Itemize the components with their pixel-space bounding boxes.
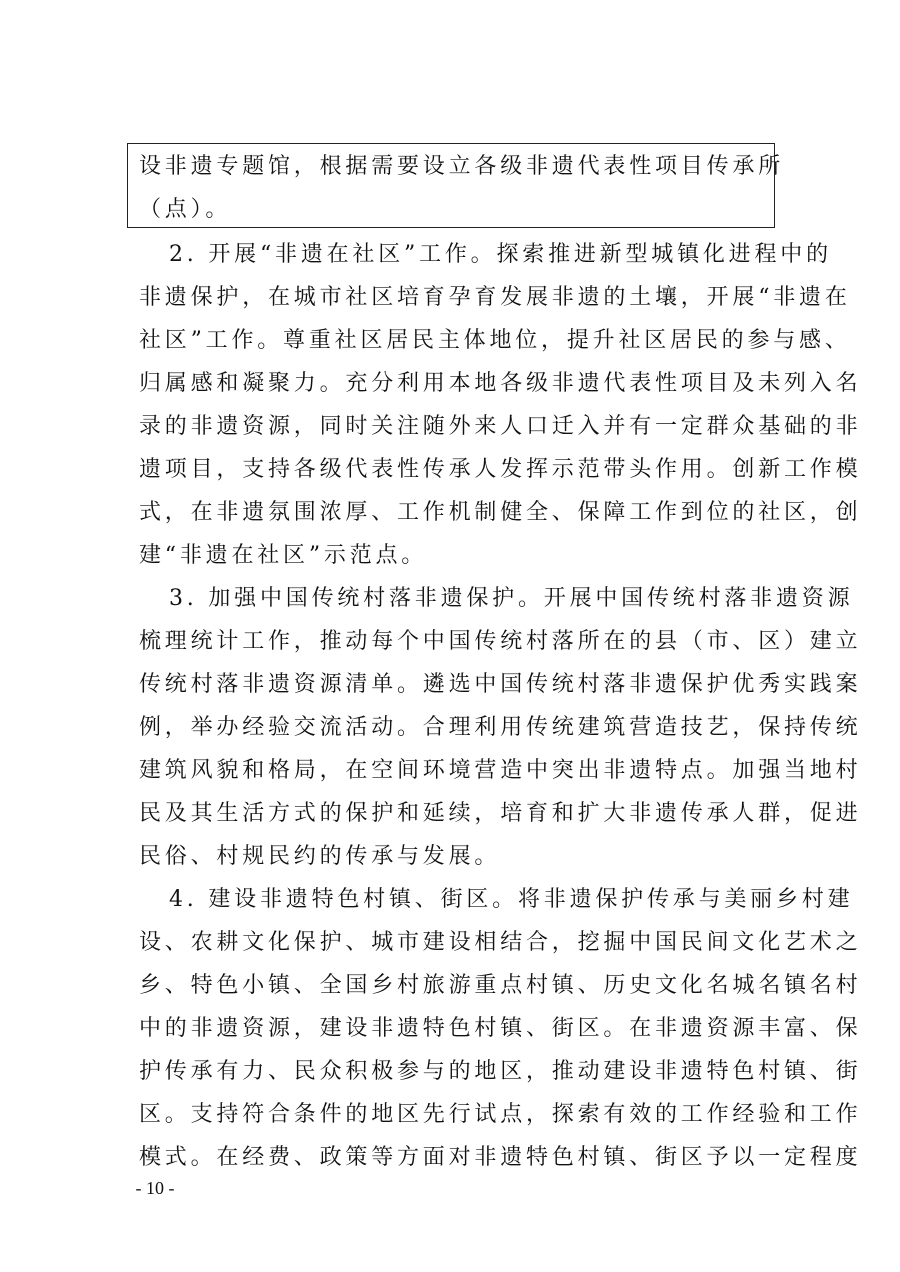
paragraph-line: 传统村落非遗资源清单。遴选中国传统村落非遗保护优秀实践案 (139, 672, 862, 697)
paragraph-line: 护传承有力、民众积极参与的地区，推动建设非遗特色村镇、街 (139, 1059, 862, 1084)
paragraph-line: 遗项目，支持各级代表性传承人发挥示范带头作用。创新工作模 (139, 457, 862, 482)
paragraph-line: 区。支持符合条件的地区先行试点，探索有效的工作经验和工作 (139, 1102, 862, 1127)
paragraph-line: 2. 开展“非遗在社区”工作。探索推进新型城镇化进程中的 (169, 242, 832, 267)
paragraph-line: 梳理统计工作，推动每个中国传统村落所在的县（市、区）建立 (139, 629, 862, 654)
paragraph-line: 建“非遗在社区”示范点。 (139, 543, 428, 568)
paragraph-line: 乡、特色小镇、全国乡村旅游重点村镇、历史文化名城名镇名村 (139, 973, 862, 998)
paragraph-line: 设、农耕文化保护、城市建设相结合，挖掘中国民间文化艺术之 (139, 930, 862, 955)
page-number: - 10 - (135, 1178, 175, 1198)
paragraph-line: 4. 建设非遗特色村镇、街区。将非遗保护传承与美丽乡村建 (169, 887, 854, 912)
paragraph-line: 录的非遗资源，同时关注随外来人口迁入并有一定群众基础的非 (139, 414, 862, 439)
paragraph-line: 民及其生活方式的保护和延续，培育和扩大非遗传承人群，促进 (139, 801, 862, 826)
boxed-note-line: 设非遗专题馆，根据需要设立各级非遗代表性项目传承所 (139, 154, 785, 179)
paragraph-line: 3. 加强中国传统村落非遗保护。开展中国传统村落非遗资源 (169, 586, 854, 611)
boxed-note-line: （点）。 (139, 197, 232, 222)
paragraph-line: 例，举办经验交流活动。合理利用传统建筑营造技艺，保持传统 (139, 715, 862, 740)
paragraph-line: 非遗保护，在城市社区培育孕育发展非遗的土壤，开展“非遗在 (139, 285, 851, 310)
paragraph-line: 中的非遗资源，建设非遗特色村镇、街区。在非遗资源丰富、保 (139, 1016, 862, 1041)
paragraph-line: 民俗、村规民约的传承与发展。 (139, 844, 501, 869)
paragraph-line: 归属感和凝聚力。充分利用本地各级非遗代表性项目及未列入名 (139, 371, 862, 396)
paragraph-line: 模式。在经费、政策等方面对非遗特色村镇、街区予以一定程度 (139, 1145, 862, 1170)
paragraph-line: 社区”工作。尊重社区居民主体地位，提升社区居民的参与感、 (139, 328, 851, 353)
paragraph-line: 式，在非遗氛围浓厚、工作机制健全、保障工作到位的社区，创 (139, 500, 862, 525)
paragraph-line: 建筑风貌和格局，在空间环境营造中突出非遗特点。加强当地村 (139, 758, 862, 783)
